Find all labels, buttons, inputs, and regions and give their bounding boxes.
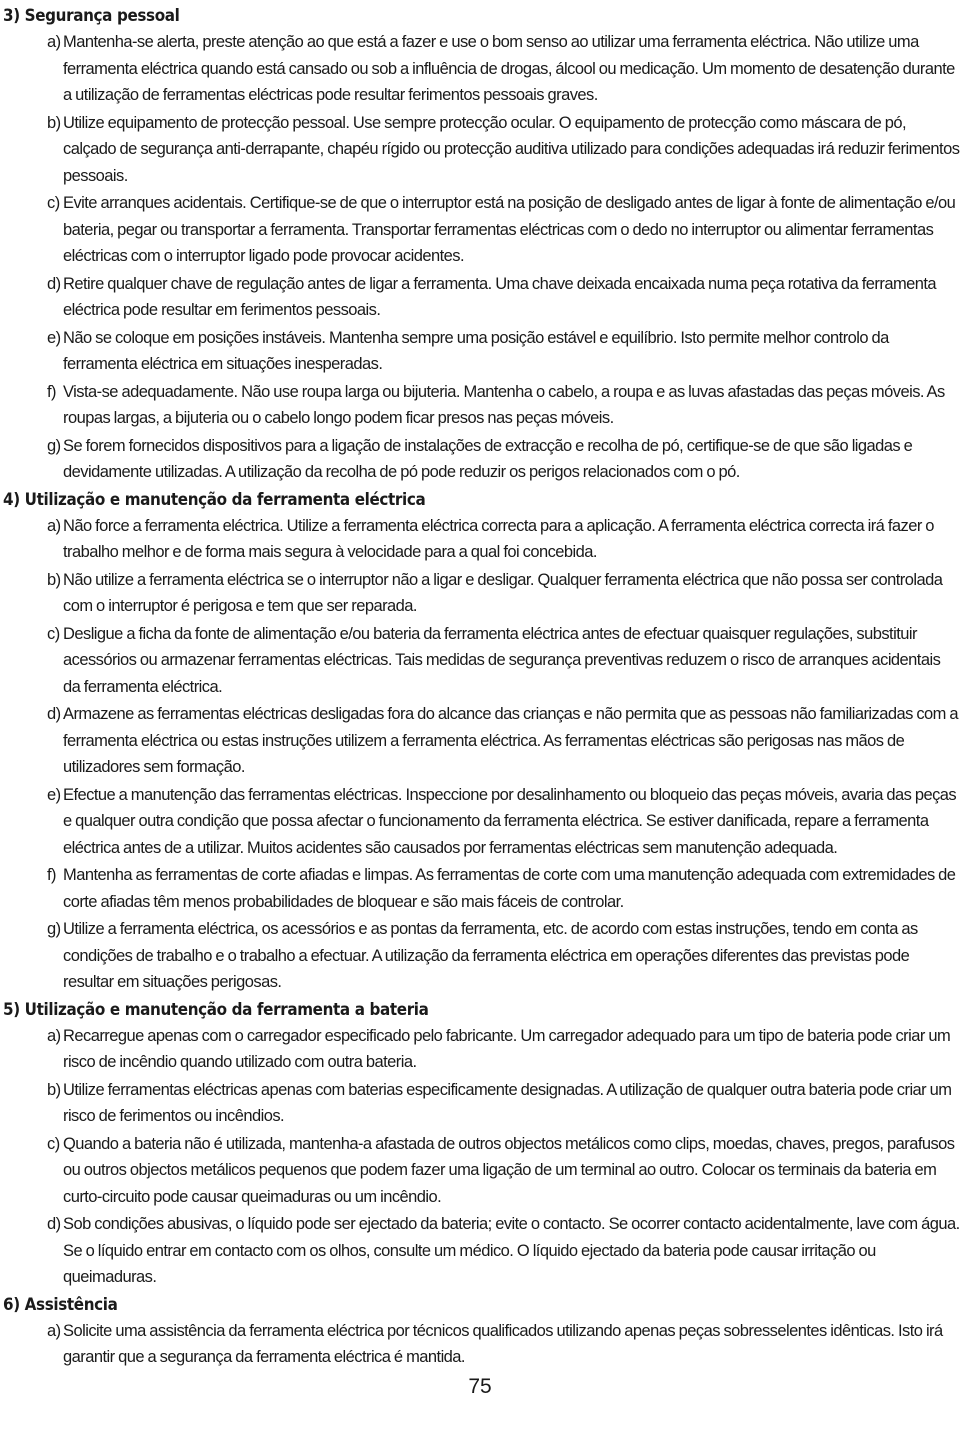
item-lead: Mantenha as ferramentas de corte afiadas e limpas.: [63, 866, 413, 884]
list-item: [3, 1077, 960, 1130]
item-text: Não utilize uma ferramenta eléctrica quando está cansado ou sob a influência de drogas, álcool ou medicação. Um momento de desatenção durante a utilização de ferramentas eléctricas pode resultar ferimentos pessoais graves.: [63, 33, 955, 104]
item-marker: d): [47, 705, 61, 723]
section-power-tool-use-and-care: [3, 487, 960, 996]
item-marker: c): [47, 194, 60, 212]
item-text: Tais medidas de segurança preventivas reduzem o risco de arranques acidentais da ferramenta eléctrica.: [63, 651, 941, 696]
section-heading: 4) Utilização e manutenção da ferramenta eléctrica: [3, 489, 426, 509]
item-marker: c): [47, 624, 60, 643]
list-item: [3, 190, 960, 270]
item-text: Qualquer ferramenta eléctrica que não possa ser controlada com o interruptor é perigosa e tem que ser reparada.: [63, 570, 943, 615]
page-number: 75: [468, 1375, 492, 1398]
list-item: [3, 1211, 960, 1291]
safety-instructions: [3, 3, 960, 1372]
section-heading: 5) Utilização e manutenção da ferramenta a bateria: [3, 999, 429, 1019]
item-lead: Efectue a manutenção das ferramentas eléctricas.: [63, 785, 402, 804]
item-lead: Utilize a ferramenta eléctrica, os acessórios e as pontas da ferramenta, etc. de acordo com estas instruções, tendo em conta as condições de trabalho e o trabalho a efectuar.: [63, 920, 918, 965]
item-text: O equipamento de protecção como máscara de pó, calçado de segurança anti-derrapante, chapéu rígido ou protecção auditiva utilizado para condições adequadas irá reduzir ferimentos pessoais.: [63, 113, 960, 185]
item-marker: a): [47, 33, 61, 51]
list-item: [3, 1023, 960, 1076]
section-service: [3, 1292, 960, 1371]
item-text: Inspeccione por desalinhamento ou bloqueio das peças móveis, avaria das peças e qualquer outra condição que possa afectar o funcionamento da ferramenta eléctrica. Se estiver danificada, repare a ferramenta eléctrica antes de a utilizar. Muitos acidentes são causados por ferramentas eléctricas sem manutenção adequada.: [63, 785, 957, 857]
section-battery-tool-use-and-care: [3, 997, 960, 1291]
item-lead: Se forem fornecidos dispositivos para a ligação de instalações de extracção e recolha de pó, certifique-se de que são ligadas e devidamente utilizadas.: [63, 436, 913, 481]
list-item: [3, 433, 960, 486]
item-lead: Mantenha-se alerta, preste atenção ao que está a fazer e use o bom senso ao utilizar uma ferramenta eléctrica.: [63, 33, 811, 51]
item-text: Colocar os terminais da bateria em curto-circuito pode causar queimaduras ou um incêndio.: [63, 1161, 937, 1206]
list-item: [3, 701, 960, 781]
list-item: [3, 916, 960, 996]
list-item: [3, 513, 960, 566]
item-lead: Recarregue apenas com o carregador especificado pelo fabricante.: [63, 1026, 517, 1045]
item-lead: Armazene as ferramentas eléctricas desligadas fora do alcance das crianças e não permita que as pessoas não familiarizadas com a ferramenta eléctrica ou estas instruções utilizem a ferramenta eléctrica.: [63, 705, 959, 750]
item-marker: g): [47, 436, 61, 455]
item-lead: Desligue a ficha da fonte de alimentação e/ou bateria da ferramenta eléctrica antes de efectuar quaisquer regulações, substituir acessórios ou armazenar ferramentas eléctricas.: [63, 624, 917, 669]
list-item: [3, 29, 960, 109]
item-lead: Solicite uma assistência da ferramenta eléctrica por técnicos qualificados utilizando apenas peças sobresselentes idênticas.: [63, 1321, 895, 1340]
list-item: [3, 862, 960, 915]
list-item: [3, 567, 960, 620]
item-text: Utilize a ferramenta eléctrica correcta para a aplicação. A ferramenta eléctrica correcta irá fazer o trabalho melhor e de forma mais segura à velocidade para a qual foi concebida.: [63, 516, 934, 561]
item-lead: Quando a bateria não é utilizada, mantenha-a afastada de outros objectos metálicos como clips, moedas, chaves, pregos, parafusos ou outros objectos metálicos pequenos que podem fazer uma ligação de um terminal ao outro.: [63, 1134, 955, 1179]
item-text: As ferramentas de corte com uma manutenção adequada com extremidades de corte afiadas têm menos probabilidades de bloquear e são mais fáceis de controlar.: [63, 866, 956, 911]
item-lead: Utilize ferramentas eléctricas apenas com baterias especificamente designadas.: [63, 1080, 604, 1099]
item-marker: d): [47, 1215, 61, 1233]
item-text: Uma chave deixada encaixada numa peça rotativa da ferramenta eléctrica pode resultar em ferimentos pessoais.: [63, 274, 937, 319]
item-lead: Utilize equipamento de protecção pessoal. Use sempre protecção ocular.: [63, 113, 556, 132]
item-marker: c): [47, 1134, 60, 1153]
item-marker: f): [47, 866, 56, 884]
item-text: Isto irá garantir que a segurança da ferramenta eléctrica é mantida.: [63, 1321, 943, 1366]
item-lead: Evite arranques acidentais.: [63, 194, 247, 212]
item-text: Um carregador adequado para um tipo de bateria pode criar um risco de incêndio quando utilizado com outra bateria.: [63, 1026, 951, 1071]
item-marker: a): [47, 516, 61, 535]
item-text: A utilização da recolha de pó pode reduzir os perigos relacionados com o pó.: [224, 463, 740, 481]
item-lead: Não force a ferramenta eléctrica.: [63, 516, 284, 535]
item-text: Se ocorrer contacto acidentalmente, lave com água. Se o líquido entrar em contacto com os olhos, consulte um médico. O líquido ejectado da bateria pode causar irritação ou queimaduras.: [63, 1215, 960, 1286]
item-text: Mantenha sempre uma posição estável e equilíbrio. Isto permite melhor controlo da ferramenta eléctrica em situações inesperadas.: [63, 328, 889, 373]
item-text: Certifique-se de que o interruptor está na posição de desligado antes de ligar à fonte de alimentação e/ou bateria, pegar ou transportar a ferramenta. Transportar ferramentas eléctricas com o dedo no interruptor ou alimentar ferramentas eléctricas com o interruptor ligado pode provocar acidentes.: [63, 194, 956, 265]
item-lead: Não se coloque em posições instáveis.: [63, 328, 326, 347]
list-item: [3, 271, 960, 324]
list-item: [3, 379, 960, 432]
item-text: As ferramentas eléctricas são perigosas nas mãos de utilizadores sem formação.: [63, 731, 905, 776]
list-item: [3, 1318, 960, 1371]
item-marker: b): [47, 113, 61, 132]
section-heading: 3) Segurança pessoal: [3, 6, 180, 25]
item-marker: b): [47, 1080, 61, 1099]
item-marker: e): [47, 328, 61, 347]
item-marker: e): [47, 785, 61, 804]
item-marker: f): [47, 382, 56, 401]
item-lead: Não utilize a ferramenta eléctrica se o interruptor não a ligar e desligar.: [63, 570, 534, 589]
item-lead: Vista-se adequadamente.: [63, 382, 238, 401]
section-heading: 6) Assistência: [3, 1294, 118, 1314]
list-item: [3, 1131, 960, 1211]
item-marker: g): [47, 920, 61, 938]
item-text: A utilização de qualquer outra bateria pode criar um risco de ferimentos ou incêndios.: [63, 1080, 952, 1125]
item-text: Não use roupa larga ou bijuteria. Mantenha o cabelo, a roupa e as luvas afastadas das peças móveis. As roupas largas, a bijuteria ou o cabelo longo podem ficar presos nas peças móveis.: [63, 382, 945, 427]
list-item: [3, 782, 960, 862]
item-lead: Sob condições abusivas, o líquido pode ser ejectado da bateria; evite o contacto.: [63, 1215, 606, 1233]
list-item: [3, 110, 960, 190]
item-marker: a): [47, 1321, 61, 1340]
section-personal-safety: [3, 3, 960, 486]
list-item: [3, 325, 960, 378]
item-text: A utilização da ferramenta eléctrica em operações diferentes das previstas pode resultar em situações perigosas.: [63, 946, 910, 991]
item-lead: Retire qualquer chave de regulação antes de ligar a ferramenta.: [63, 274, 492, 293]
item-marker: a): [47, 1026, 61, 1045]
item-marker: d): [47, 274, 61, 293]
list-item: [3, 621, 960, 701]
item-marker: b): [47, 570, 61, 589]
